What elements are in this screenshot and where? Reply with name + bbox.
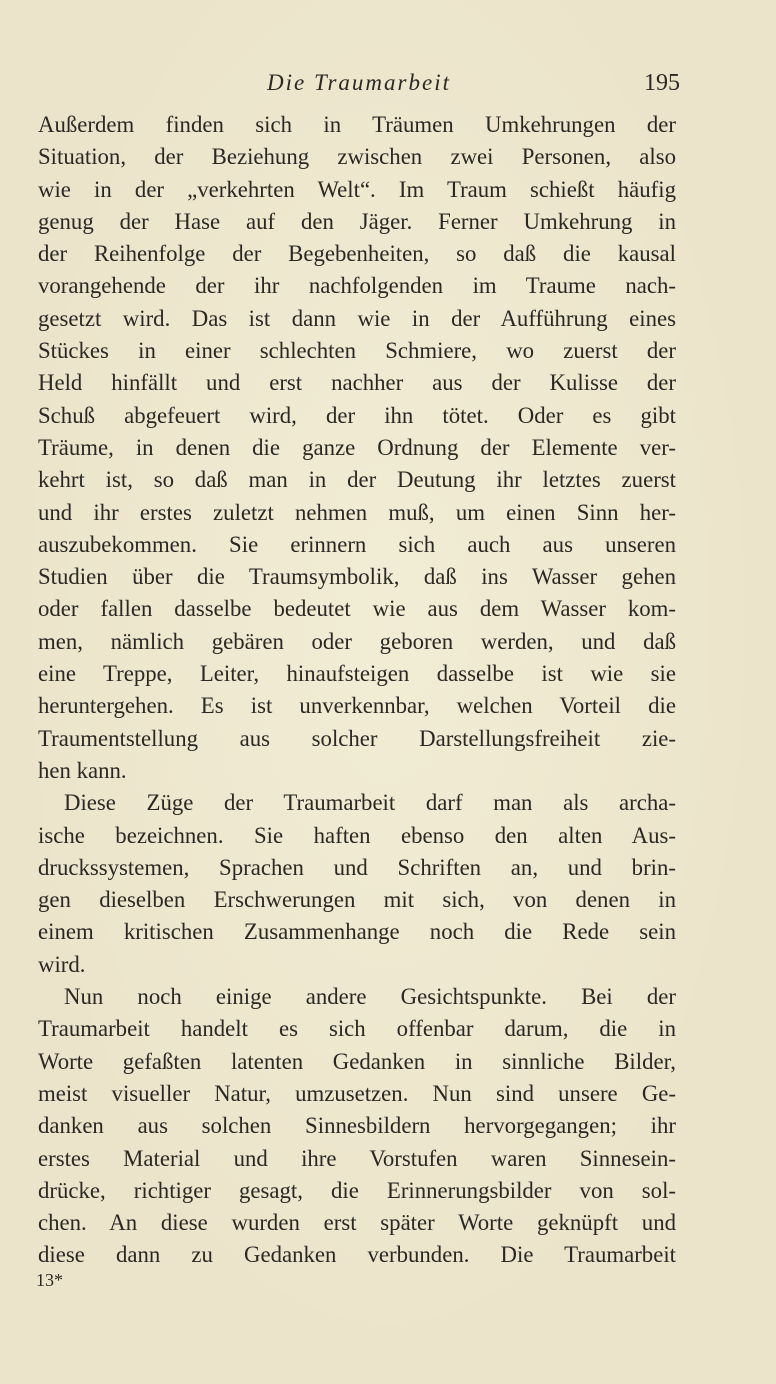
text-line: druckssystemen, Sprachen und Schriften an, und brin- [38, 854, 676, 880]
text-line: Außerdem finden sich in Träumen Umkehrungen der [38, 112, 676, 137]
page-header [38, 70, 680, 102]
text-line: Studien über die Traumsymbolik, daß ins Wasser gehen [38, 564, 676, 590]
text-line: hen kann. [38, 757, 127, 783]
text-line: danken aus solchen Sinnesbildern hervorgegangen; ihr [38, 1113, 676, 1139]
text-line: auszubekommen. Sie erinnern sich auch aus unseren [38, 531, 676, 557]
text-line: Schuß abgefeuert wird, der ihn tötet. Oder es gibt [38, 402, 676, 428]
text-line: Diese Züge der Traumarbeit darf man als archa- [64, 790, 676, 816]
text-line: Traumentstellung aus solcher Darstellungsfreiheit zie- [38, 725, 676, 751]
text-line: vorangehende der ihr nachfolgenden im Traume nach- [38, 273, 676, 299]
text-line: Worte gefaßten latenten Gedanken in sinnliche Bilder, [38, 1048, 676, 1074]
text-line: kehrt ist, so daß man in der Deutung ihr letztes zuerst [38, 467, 676, 493]
text-line: diese dann zu Gedanken verbunden. Die Traumarbeit [38, 1242, 676, 1268]
text-line: erstes Material und ihre Vorstufen waren Sinnesein- [38, 1145, 676, 1171]
text-line: meist visueller Natur, umzusetzen. Nun sind unsere Ge- [38, 1080, 676, 1106]
text-line: Träume, in denen die ganze Ordnung der Elemente ver- [38, 434, 676, 460]
text-line: men, nämlich gebären oder geboren werden, und daß [38, 628, 676, 654]
text-line: der Reihenfolge der Begebenheiten, so daß die kausal [38, 241, 676, 267]
text-line: Held hinfällt und erst nachher aus der Kulisse der [38, 370, 676, 396]
signature-mark: 13* [36, 1270, 63, 1290]
text-line: Traumarbeit handelt es sich offenbar darum, die in [38, 1016, 676, 1042]
text-line: einem kritischen Zusammenhange noch die Rede sein [38, 919, 676, 945]
text-line: und ihr erstes zuletzt nehmen muß, um einen Sinn her- [38, 499, 676, 525]
running-title: Die Traumarbeit [267, 70, 451, 95]
text-line: gesetzt wird. Das ist dann wie in der Aufführung eines [38, 305, 676, 331]
body-text [38, 109, 676, 1272]
text-line: wie in der „verkehrten Welt“. Im Traum schießt häufig [38, 176, 676, 202]
text-line: wird. [38, 951, 86, 977]
text-line: Nun noch einige andere Gesichtspunkte. Bei der [64, 984, 676, 1010]
page-number: 195 [644, 70, 680, 96]
text-line: eine Treppe, Leiter, hinaufsteigen dasselbe ist wie sie [38, 661, 676, 687]
text-line: Stückes in einer schlechten Schmiere, wo zuerst der [38, 338, 676, 364]
text-line: heruntergehen. Es ist unverkennbar, welchen Vorteil die [38, 693, 676, 719]
text-line: ische bezeichnen. Sie haften ebenso den alten Aus- [38, 822, 676, 848]
text-line: Situation, der Beziehung zwischen zwei Personen, also [38, 144, 676, 170]
text-line: drücke, richtiger gesagt, die Erinnerungsbilder von sol- [38, 1177, 676, 1203]
text-line: oder fallen dasselbe bedeutet wie aus dem Wasser kom- [38, 596, 676, 622]
text-line: gen dieselben Erschwerungen mit sich, von denen in [38, 887, 676, 913]
text-line: genug der Hase auf den Jäger. Ferner Umkehrung in [38, 208, 676, 234]
text-line: chen. An diese wurden erst später Worte geknüpft und [38, 1210, 676, 1236]
